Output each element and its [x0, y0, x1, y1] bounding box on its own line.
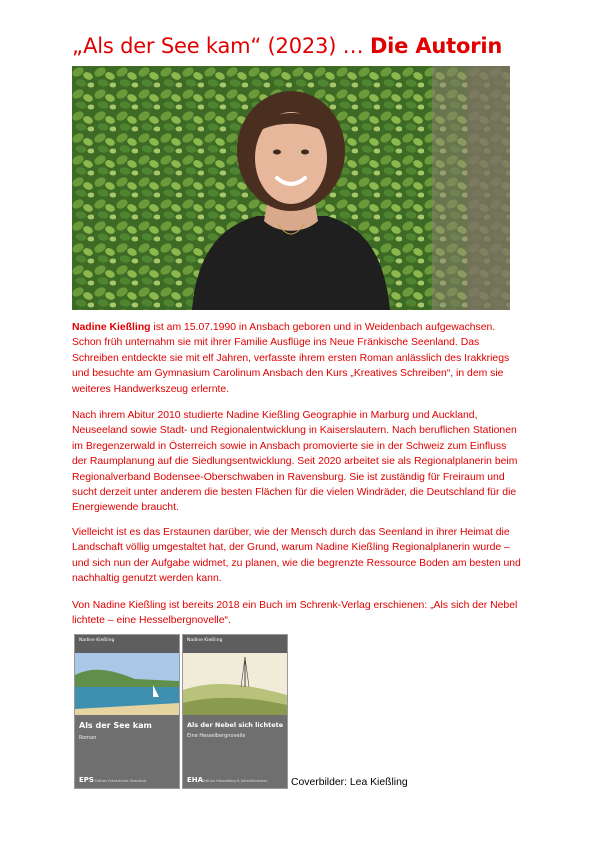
page-title [72, 34, 502, 58]
title-bold: Die Autorin [369, 34, 503, 58]
paragraph-4: Von Nadine Kießling ist bereits 2018 ein Buch im Schrenk-Verlag erschienen: „Als sich der Nebel lichtete – eine Hesselbergnovelle“. [72, 600, 518, 627]
book-cover-als-der-see-kam [74, 634, 180, 789]
cover-subtitle: Roman [79, 735, 97, 741]
cover-author: Nadine Kießling [79, 638, 115, 643]
paragraph-1-text: ist am 15.07.1990 in Ansbach geboren und in Weidenbach aufgewachsen. Schon früh unternahm sie mit ihrer Familie Ausflüge ins Neue Fränkische Seenland. Das Schreiben entdeckte sie mit elf Jahren, verfasste ihrem ersten Roman anlässlich des Irakkriegs und besuchte am Gymnasium Carolinum Ansbach den Kurs „Kreatives Schreiben“, in dem sie weiteres Handwerkszeug erlernte. [72, 322, 510, 395]
cover-author: Nadine Kießling [187, 638, 223, 643]
paragraph-2: Nach ihrem Abitur 2010 studierte Nadine Kießling Geographie in Marburg und Auckland, Neuseeland sowie Stadt- und Regionalentwicklung in Kaiserslautern. Nach beruflichen Stationen im Bregenzerwald in Österreich sowie in Ansbach promovierte sie in der Schweiz zum Einfluss der Raumplanung auf die Siedlungsentwicklung. Seit 2020 arbeitet sie als Regionalplanerin beim Regionalverband Bodensee-Oberschwaben in Ravensburg. Sie ist zuständig für Freiraum und sucht derzeit unter anderem die besten Flächen für die vielen Windräder, die Deutschland für die Energiewende braucht. [72, 410, 518, 514]
publisher-name: Edition Fränkisches Seenland [95, 779, 147, 783]
author-photo [72, 66, 510, 310]
paragraph-1 [72, 320, 524, 397]
cover-title: Als der See kam [79, 721, 152, 730]
publisher-name: Edition Hesselberg & Altmühlfranken [203, 779, 268, 783]
title-main: „Als der See kam“ (2023) … [72, 34, 370, 58]
cover-subtitle: Eine Hesselbergnovelle [187, 733, 246, 739]
author-name: Nadine Kießling [72, 322, 151, 333]
paragraph-3: Vielleicht ist es das Erstaunen darüber, wie der Mensch durch das Seenland in ihrer Heimat die Landschaft völlig umgestaltet hat, der Grund, warum Nadine Kießling Regionalplanerin wurde – und sich nun der Aufgabe widmet, zu planen, wie die begrenzte Ressource Boden am besten und nachhaltig genutzt werden kann. [72, 527, 521, 585]
cover-caption: Coverbilder: Lea Kießling [291, 777, 408, 788]
publisher-logo: EHA [187, 776, 204, 784]
cover-title: Als der Nebel sich lichtete [187, 721, 284, 729]
book-cover-als-der-nebel-sich-lichtete [182, 634, 288, 789]
publisher-logo: EPS [79, 776, 94, 784]
